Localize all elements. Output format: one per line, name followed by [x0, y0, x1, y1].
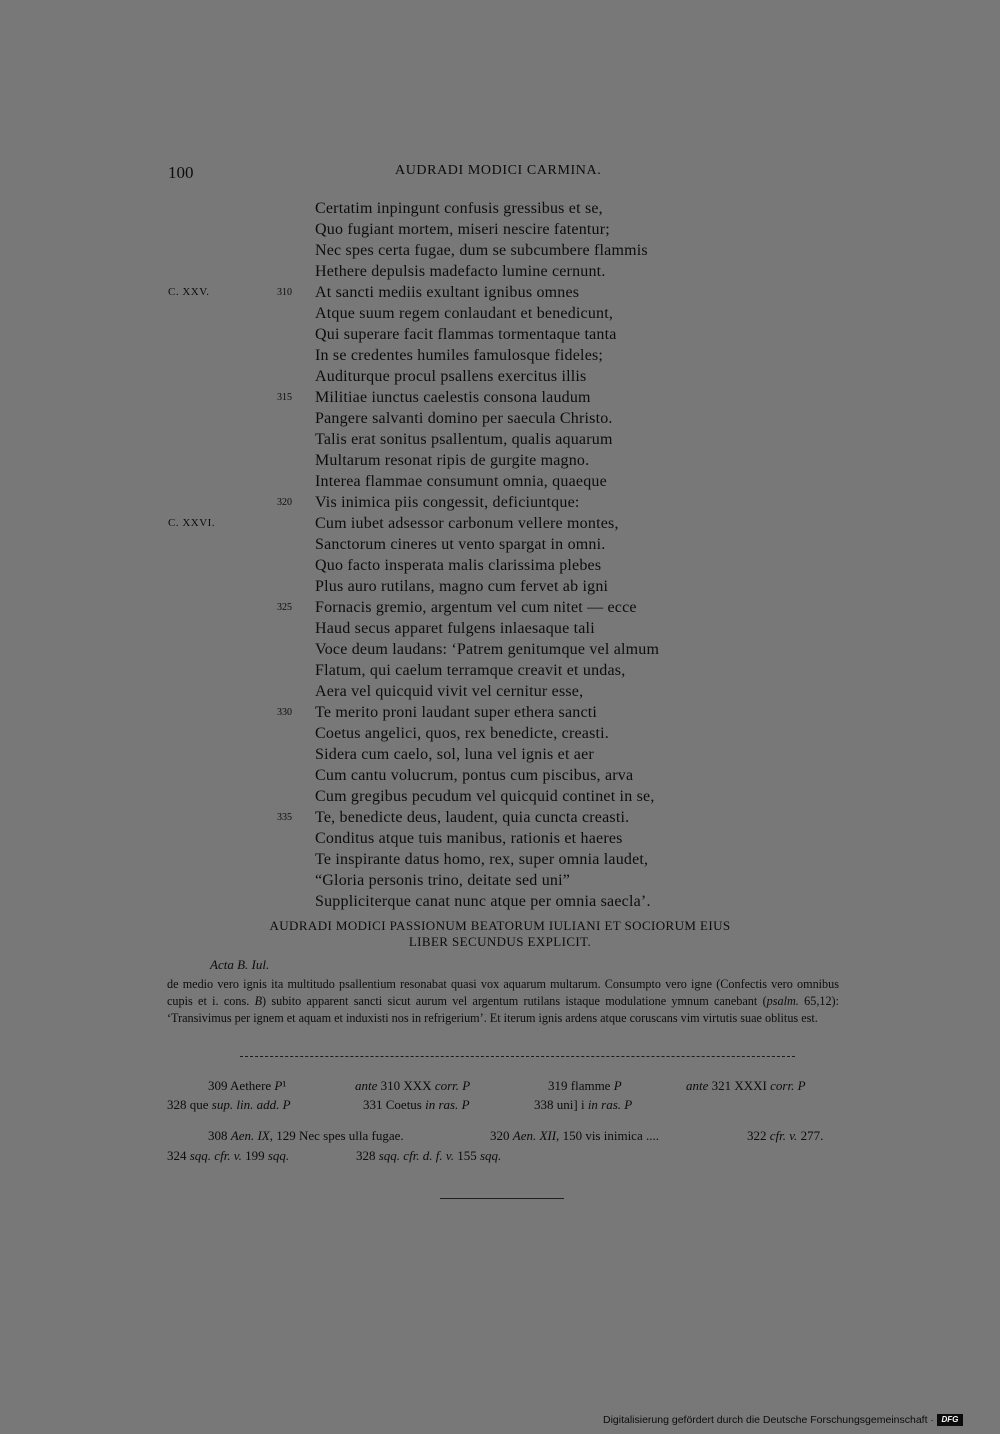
apparatus-text: 328 que	[167, 1097, 212, 1112]
poem-line	[0, 387, 1000, 408]
apparatus-entry	[686, 1078, 806, 1094]
verse-text: Multarum resonat ripis de gurgite magno.	[315, 452, 590, 469]
source-entry-text: 308	[208, 1128, 231, 1143]
apparatus-text: 309 Aethere	[208, 1078, 275, 1093]
apparatus-text: 310 XXX	[377, 1078, 435, 1093]
poem-line	[0, 576, 1000, 597]
source-entry-work: sqq.	[267, 1148, 290, 1163]
poem-line	[0, 765, 1000, 786]
poem-line	[0, 807, 1000, 828]
verse-text: Qui superare facit flammas tormentaque tanta	[315, 326, 617, 343]
verse-text: Nec spes certa fugae, dum se subcumbere flammis	[315, 242, 648, 259]
source-entry-text: 328	[356, 1148, 379, 1163]
verse-text: Plus auro rutilans, magno cum fervet ab igni	[315, 578, 609, 595]
source-entry	[208, 1128, 404, 1144]
poem-line	[0, 198, 1000, 219]
explicit-line-1: AUDRADI MODICI PASSIONUM BEATORUM IULIANI ET SOCIORUM EIUS	[269, 918, 731, 933]
verse-text: Flatum, qui caelum terramque creavit et undas,	[315, 662, 626, 679]
verse-text: Certatim inpingunt confusis gressibus et se,	[315, 200, 603, 217]
source-entry-text: 277.	[797, 1128, 824, 1143]
source-text-part-2: ) subito apparent sancti sicut aurum vel argentum rutilans istaque modulatione ymnum canebant (	[262, 994, 767, 1008]
poem-line	[0, 450, 1000, 471]
verse-text: Voce deum laudans: ‘Patrem genitumque vel almum	[315, 641, 660, 658]
divider-dashed	[240, 1056, 795, 1057]
apparatus-entry	[208, 1078, 286, 1094]
poem-line	[0, 240, 1000, 261]
source-sigla: B	[254, 994, 263, 1008]
verse-text: Fornacis gremio, argentum vel cum nitet — ecce	[315, 599, 637, 616]
verse-text: Talis erat sonitus psallentum, qualis aquarum	[315, 431, 613, 448]
poem-line	[0, 618, 1000, 639]
source-text-part-3: 65,12): ‘Transivimus per ignem et aquam et induxisti nos in refrigerium’. Et iterum ignis ardens atque coruscans vim virtutis suae oblitus est.	[167, 994, 839, 1025]
source-entry	[356, 1148, 501, 1164]
apparatus-note: ante	[355, 1078, 378, 1093]
source-entry-work: cfr. v.	[769, 1128, 798, 1143]
verse-text: Hethere depulsis madefacto lumine cernunt.	[315, 263, 606, 280]
poem-text	[0, 198, 1000, 912]
source-entry-text: 155	[453, 1148, 480, 1163]
line-number: 320	[277, 497, 292, 508]
end-rule	[440, 1198, 564, 1199]
dfg-credit	[603, 1414, 963, 1426]
apparatus-text: 321 XXXI	[708, 1078, 771, 1093]
poem-line	[0, 639, 1000, 660]
poem-line	[0, 786, 1000, 807]
verse-text: Conditus atque tuis manibus, rationis et haeres	[315, 830, 623, 847]
verse-text: Quo fugiant mortem, miseri nescire fatentur;	[315, 221, 610, 238]
poem-line	[0, 744, 1000, 765]
poem-line	[0, 660, 1000, 681]
source-entry	[167, 1148, 289, 1164]
apparatus-siglum: P	[613, 1078, 622, 1093]
source-text	[167, 976, 839, 1027]
poem-line	[0, 261, 1000, 282]
poem-line	[0, 702, 1000, 723]
verse-text: Sidera cum caelo, sol, luna vel ignis et aer	[315, 746, 594, 763]
apparatus-text: 338 uni] i	[534, 1097, 588, 1112]
source-text-part-1: de medio vero ignis ita multitudo psallentium resonabat quasi vox aquarum multarum. Consumpto vero igne (Confectis vero omnibus cupis et i. cons.	[167, 977, 839, 1008]
poem-line	[0, 471, 1000, 492]
apparatus-note: corr. P	[770, 1078, 806, 1093]
line-number: 310	[277, 287, 292, 298]
verse-text: Te, benedicte deus, laudent, quia cuncta creasti.	[315, 809, 630, 826]
poem-line	[0, 534, 1000, 555]
verse-text: Cum gregibus pecudum vel quicquid continet in se,	[315, 788, 655, 805]
poem-line	[0, 828, 1000, 849]
source-entry-work: Aen. IX,	[230, 1128, 273, 1143]
apparatus-entry	[534, 1097, 632, 1113]
dfg-logo: DFG	[937, 1414, 963, 1426]
verse-text: Militiae iunctus caelestis consona laudum	[315, 389, 591, 406]
line-number: 335	[277, 812, 292, 823]
source-entry-text: 320	[490, 1128, 513, 1143]
verse-text: Coetus angelici, quos, rex benedicte, creasti.	[315, 725, 609, 742]
apparatus-entry	[167, 1097, 291, 1113]
apparatus-entry	[363, 1097, 470, 1113]
line-number: 325	[277, 602, 292, 613]
explicit-line-2: LIBER SECUNDUS EXPLICIT.	[408, 934, 592, 949]
source-entry	[490, 1128, 659, 1144]
verse-text: Pangere salvanti domino per saecula Christo.	[315, 410, 613, 427]
apparatus-superscript: ¹	[282, 1078, 287, 1093]
poem-line	[0, 597, 1000, 618]
poem-line	[0, 219, 1000, 240]
source-entry-text: 199	[241, 1148, 268, 1163]
apparatus-entry	[548, 1078, 622, 1094]
source-entry-work: sqq. cfr. v.	[189, 1148, 242, 1163]
verse-text: Interea flammae consumunt omnia, quaeque	[315, 473, 607, 490]
poem-line	[0, 282, 1000, 303]
verse-text: Quo facto insperata malis clarissima plebes	[315, 557, 602, 574]
apparatus-siglum: P	[274, 1078, 283, 1093]
source-entry-text: 322	[747, 1128, 770, 1143]
apparatus-note: sup. lin. add. P	[211, 1097, 291, 1112]
verse-text: Suppliciterque canat nunc atque per omnia saecla’.	[315, 893, 651, 910]
verse-text: In se credentes humiles famulosque fideles;	[315, 347, 604, 364]
apparatus-note: corr. P	[434, 1078, 471, 1093]
dfg-credit-text: Digitalisierung gefördert durch die Deutsche Forschungsgemeinschaft ·	[603, 1414, 934, 1426]
verse-text: “Gloria personis trino, deitate sed uni”	[315, 872, 571, 889]
apparatus-note: in ras. P	[425, 1097, 470, 1112]
poem-line	[0, 891, 1000, 912]
poem-line	[0, 324, 1000, 345]
poem-line	[0, 492, 1000, 513]
line-number: 315	[277, 392, 292, 403]
source-entry	[747, 1128, 823, 1144]
verse-text: Te merito proni laudant super ethera sancti	[315, 704, 598, 721]
poem-line	[0, 303, 1000, 324]
line-number: 330	[277, 707, 292, 718]
apparatus-note: ante	[686, 1078, 709, 1093]
verse-text: Auditurque procul psallens exercitus illis	[315, 368, 587, 385]
source-entry-text: 129 Nec spes ulla fugae.	[272, 1128, 404, 1143]
source-entry-work: Aen. XII,	[512, 1128, 560, 1143]
verse-text: Te inspirante datus homo, rex, super omnia laudet,	[315, 851, 649, 868]
running-head: AUDRADI MODICI CARMINA.	[395, 163, 602, 178]
poem-line	[0, 366, 1000, 387]
poem-line	[0, 408, 1000, 429]
source-entry-text: 150 vis inimica ....	[559, 1128, 659, 1143]
source-entry-text: 324	[167, 1148, 190, 1163]
poem-line	[0, 870, 1000, 891]
chapter-marker: C. XXV.	[168, 286, 210, 298]
source-psalm-ref: psalm.	[766, 994, 799, 1008]
verse-text: Cum iubet adsessor carbonum vellere montes,	[315, 515, 619, 532]
apparatus-note: in ras. P	[587, 1097, 633, 1112]
verse-text: Haud secus apparet fulgens inlaesaque tali	[315, 620, 595, 637]
source-entry-work: sqq. cfr. d. f. v.	[378, 1148, 454, 1163]
source-label: Acta B. Iul.	[210, 957, 270, 972]
poem-line	[0, 345, 1000, 366]
poem-line	[0, 555, 1000, 576]
verse-text: Sanctorum cineres ut vento spargat in omni.	[315, 536, 606, 553]
poem-line	[0, 723, 1000, 744]
verse-text: Vis inimica piis congessit, deficiuntque:	[315, 494, 580, 511]
apparatus-text: 331 Coetus	[363, 1097, 426, 1112]
page-number: 100	[168, 163, 194, 182]
poem-line	[0, 681, 1000, 702]
verse-text: Aera vel quicquid vivit vel cernitur esse,	[315, 683, 584, 700]
poem-line	[0, 429, 1000, 450]
apparatus-entry	[355, 1078, 470, 1094]
verse-text: Atque suum regem conlaudant et benedicunt,	[315, 305, 614, 322]
source-entry-work: sqq.	[479, 1148, 502, 1163]
poem-line	[0, 849, 1000, 870]
poem-line	[0, 513, 1000, 534]
chapter-marker: C. XXVI.	[168, 517, 216, 529]
verse-text: Cum cantu volucrum, pontus cum piscibus, arva	[315, 767, 634, 784]
apparatus-text: 319 flamme	[548, 1078, 614, 1093]
verse-text: At sancti mediis exultant ignibus omnes	[315, 284, 580, 301]
